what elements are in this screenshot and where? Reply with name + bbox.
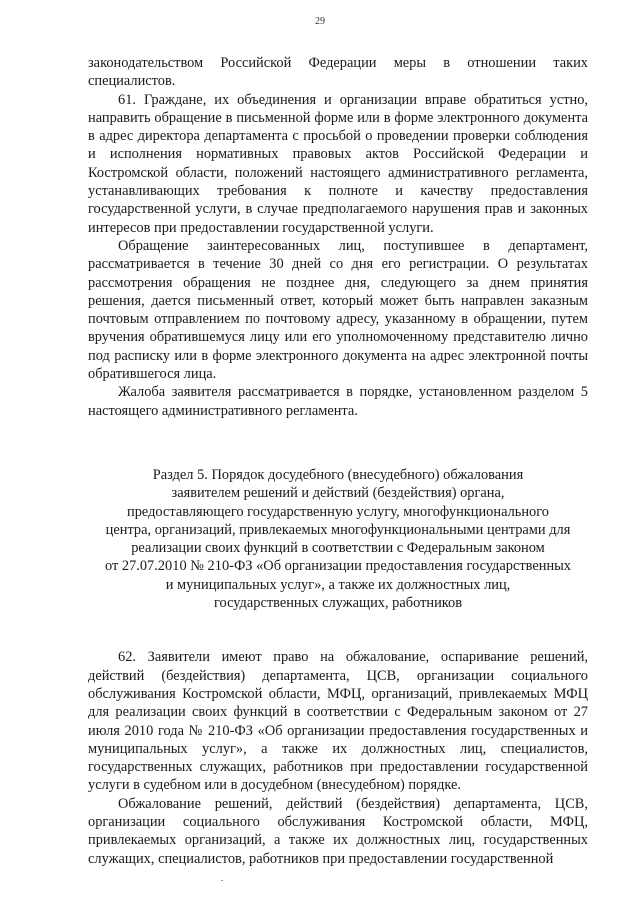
paragraphs-bottom: [88, 648, 588, 868]
section-5-heading: [88, 466, 588, 612]
heading-line: реализации своих функций в соответствии с Федеральным законом: [131, 540, 545, 557]
heading-line: центра, организаций, привлекаемых многофункциональными центрами для: [105, 521, 571, 538]
paragraphs-top: [88, 54, 588, 420]
scan-artifact: [221, 880, 223, 881]
heading-line: от 27.07.2010 № 210-ФЗ «Об организации предоставления государственных: [104, 558, 572, 575]
heading-line: предоставляющего государственную услугу, многофункционального: [127, 503, 549, 520]
paragraph-complaint: Жалоба заявителя рассматривается в порядке, установленном разделом 5 настоящего административного регламента.: [88, 384, 588, 419]
document-body: [88, 54, 588, 868]
heading-line: и муниципальных услуг», а также их должностных лиц,: [165, 576, 511, 593]
paragraph-61: 61. Граждане, их объединения и организации вправе обратиться устно, направить обращение в письменной форме или в форме электронного документа в адрес директора департамента с просьбой о проведении проверки соблюдения и исполнения нормативных правовых актов Российской Федерации и Костромской области, положений настоящего административного регламента, устанавливающих требования к полноте и качеству предоставления государственной услуги, в случае предполагаемого нарушения прав и законных интересов при предоставлении государственной услуги.: [88, 91, 588, 236]
page-number: 29: [315, 16, 325, 27]
paragraph-appeal-review: Обращение заинтересованных лиц, поступившее в департамент, рассматривается в течение 30 дней со дня его регистрации. О результатах рассмотрения обращения не позднее дня, следующего за днем принятия решения, дается письменный ответ, который может быть направлен заказным почтовым отправлением по почтовому адресу, указанному в обращении, путем вручения обратившемуся лицу или его уполномоченному представителю лично под расписку или в форме электронного документа на адрес электронной почты обратившегося лица.: [88, 237, 588, 383]
heading-line: государственных служащих, работников: [213, 595, 463, 612]
paragraph-62: 62. Заявители имеют право на обжалование, оспаривание решений, действий (бездействия) департамента, ЦСВ, организации социального обслуживания Костромской области, МФЦ, организаций, привлекаемых МФЦ для реализации своих функций в соответствии с Федеральным законом от 27 июля 2010 года № 210-ФЗ «Об организации предоставления государственных и муниципальных услуг», а также их должностных лиц, специалистов, государственных служащих, работников при предоставлении государственной услуги в судебном или в досудебном (внесудебном) порядке.: [88, 649, 588, 794]
paragraph-appeal-scope: Обжалование решений, действий (бездействия) департамента, ЦСВ, организации социального обслуживания Костромской области, МФЦ, привлекаемых организаций, а также их должностных лиц, государственных служащих, специалистов, работников при предоставлении государственной: [88, 795, 588, 867]
heading-line: заявителем решений и действий (бездействия) органа,: [171, 485, 505, 502]
paragraph-continuation: законодательством Российской Федерации меры в отношении таких специалистов.: [88, 55, 588, 90]
heading-line: Раздел 5. Порядок досудебного (внесудебного) обжалования: [152, 466, 524, 483]
